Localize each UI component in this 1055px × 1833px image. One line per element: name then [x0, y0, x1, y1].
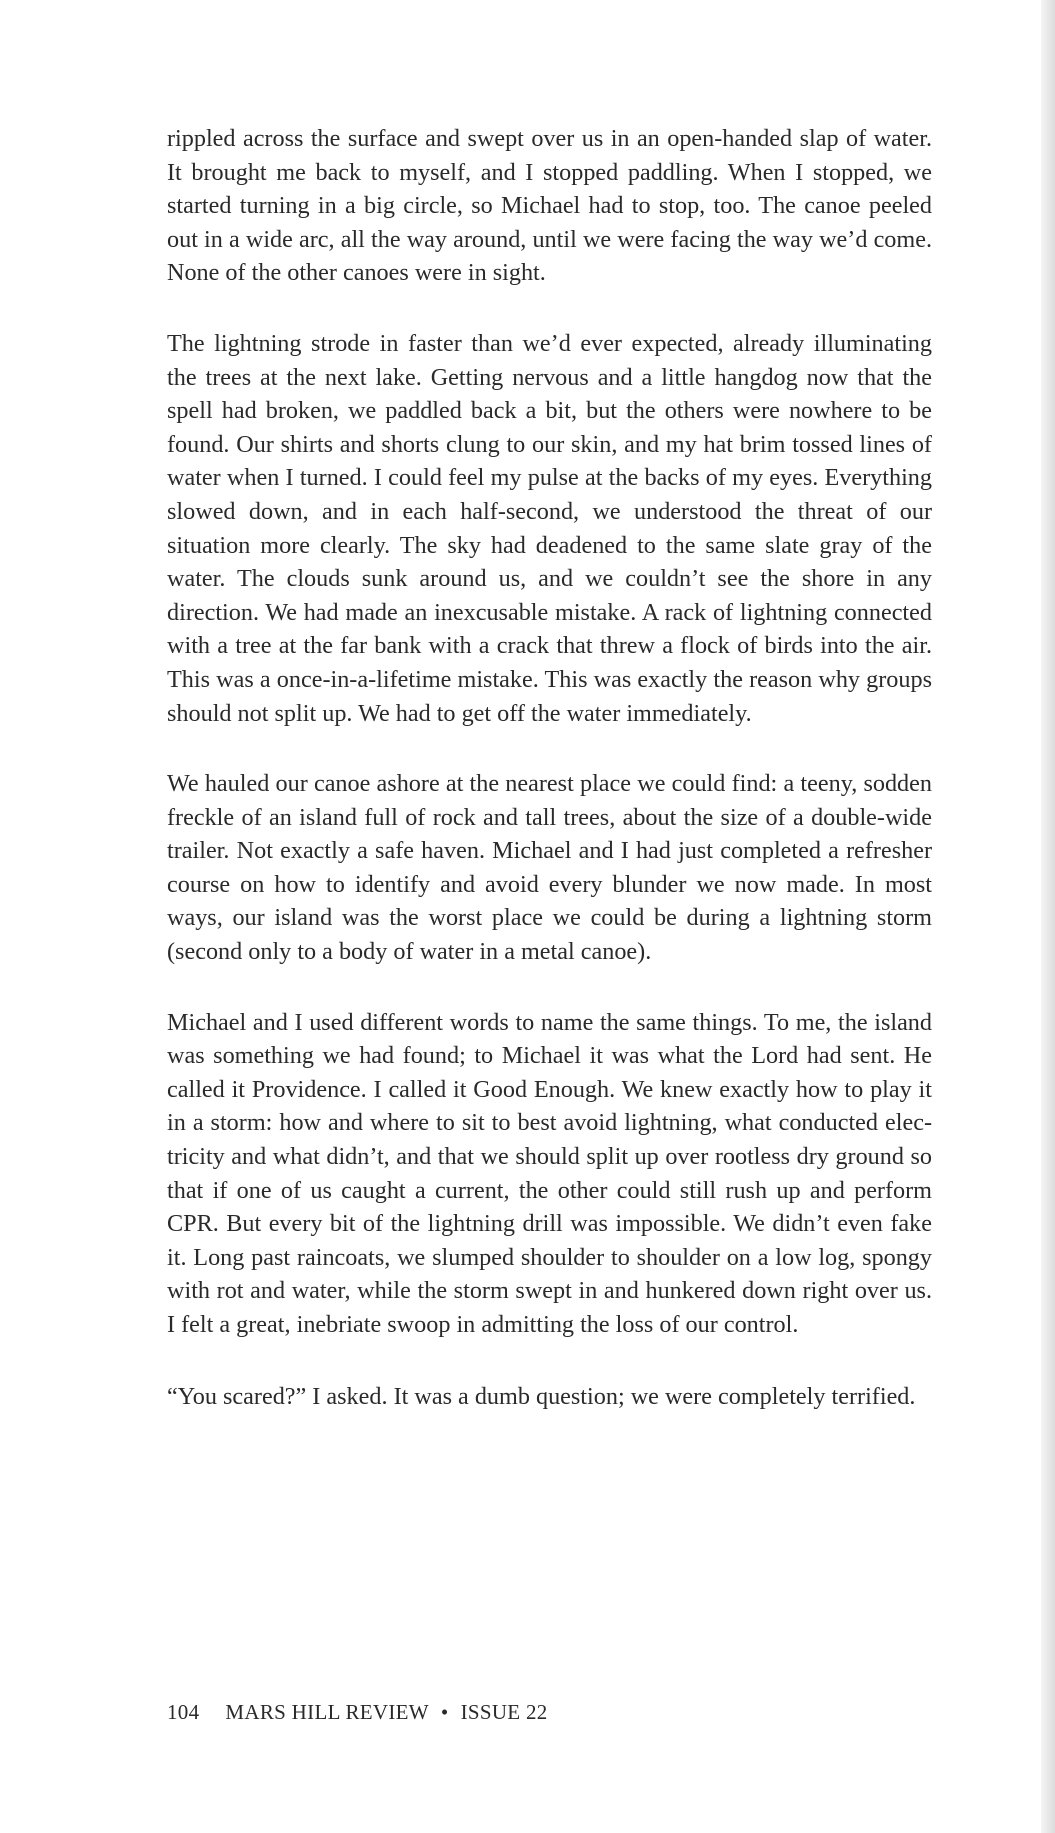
- paragraph-2: The lightning strode in faster than we’d ever expected, already illuminating the trees at the next lake. Getting nervous and a little hangdog now that the spell had broken, we paddled back a bit, but the others were nowhere to be found. Our shirts and shorts clung to our skin, and my hat brim tossed lines of water when I turned. I could feel my pulse at the backs of my eyes. Everything slowed down, and in each half-second, we understood the threat of our situation more clearly. The sky had deadened to the same slate gray of the water. The clouds sunk around us, and we couldn’t see the shore in any direction. We had made an inexcusable mistake. A rack of lightning connected with a tree at the far bank with a crack that threw a flock of birds into the air. This was a once-in-a-lifetime mistake. This was exactly the reason why groups should not split up. We had to get off the water immediately.: [167, 329, 932, 727]
- page-footer: [167, 1700, 548, 1725]
- paragraph-3: We hauled our canoe ashore at the nearest place we could find: a teeny, sodden freckle of an island full of rock and tall trees, about the size of a double-wide trailer. Not exactly a safe haven. Michael and I had just completed a refresher course on how to identify and avoid every blunder we now made. In most ways, our island was the worst place we could be during a lightning storm (second only to a body of water in a metal canoe).: [167, 770, 932, 966]
- page-number: 104: [167, 1700, 200, 1724]
- paragraph-4: Michael and I used different words to name the same things. To me, the island was something we had found; to Michael it was what the Lord had sent. He called it Providence. I called it Good Enough. We knew exactly how to play it in a storm: how and where to sit to best avoid lightning, what conducted electricity and what didn’t, and that we should split up over rootless dry ground so that if one of us caught a current, the other could still rush up and perform CPR. But every bit of the lightning drill was impossible. We didn’t even fake it. Long past raincoats, we slumped shoulder to shoulder on a low log, spongy with rot and water, while the storm swept in and hunkered down right over us. I felt a great, inebriate swoop in admitting the loss of our control.: [167, 1008, 932, 1338]
- paragraph-5: “You scared?” I asked. It was a dumb question; we were completely terrified.: [167, 1382, 916, 1410]
- issue-label: ISSUE 22: [460, 1700, 548, 1724]
- page-edge-shadow: [1041, 0, 1055, 1833]
- paragraph-1: rippled across the surface and swept over us in an open-handed slap of water. It brought me back to myself, and I stopped paddling. When I stopped, we started turning in a big circle, so Michael had to stop, too. The canoe peeled out in a wide arc, all the way around, until we were facing the way we’d come. None of the other canoes were in sight.: [167, 125, 932, 287]
- publication-title: MARS HILL REVIEW: [225, 1700, 429, 1724]
- footer-bullet: •: [440, 1700, 449, 1724]
- article-body: [167, 122, 932, 1413]
